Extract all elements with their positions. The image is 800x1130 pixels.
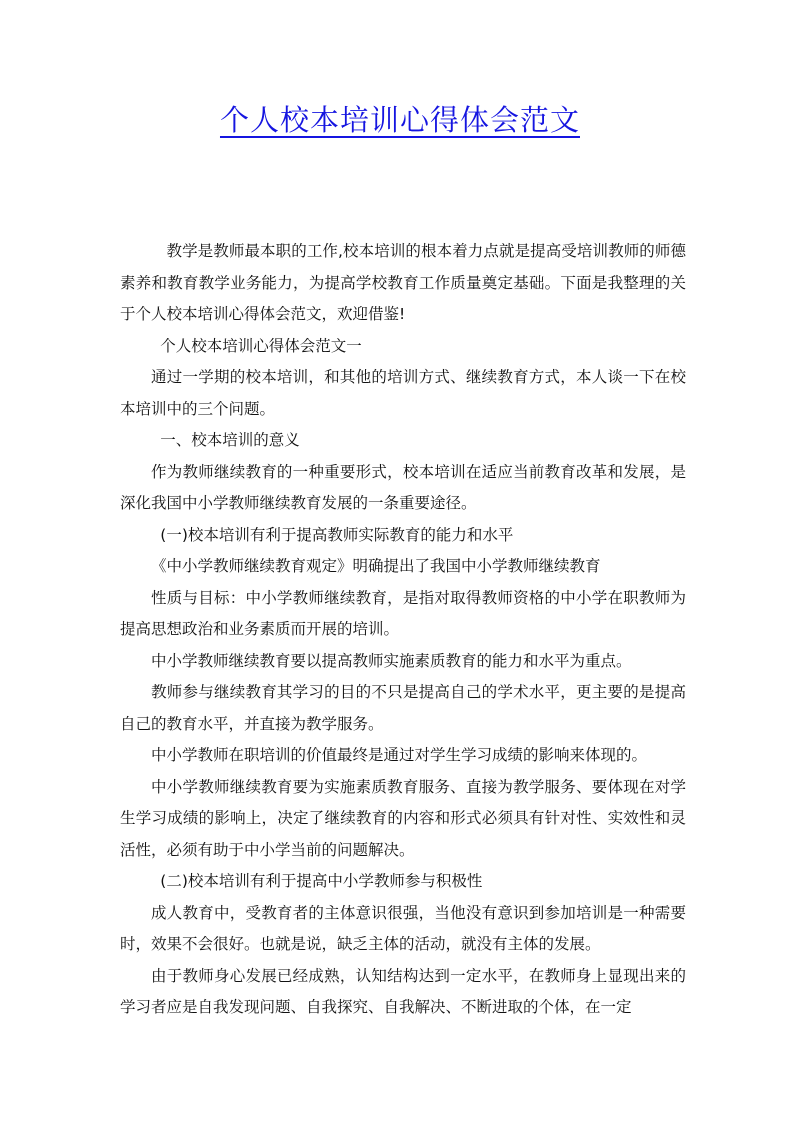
body-paragraph: 成人教育中，受教育者的主体意识很强，当他没有意识到参加培训是一种需要时，效果不会很好。也就是说，缺乏主体的活动，就没有主体的发展。 (120, 903, 686, 953)
body-paragraph: 由于教师身心发展已经成熟，认知结构达到一定水平，在教师身上显现出来的学习者应是自我发现问题、自我探究、自我解决、不断进取的个体，在一定 (120, 966, 686, 1016)
section-heading: 个人校本培训心得体会范文一 (160, 336, 362, 355)
body-paragraph: 教师参与继续教育其学习的目的不只是提高自己的学术水平，更主要的是提高自己的教育水平，并直接为教学服务。 (120, 683, 686, 733)
body-paragraph: 作为教师继续教育的一种重要形式，校本培训在适应当前教育改革和发展，是深化我国中小学教师继续教育发展的一条重要途径。 (120, 462, 686, 512)
body-paragraph: 中小学教师继续教育要以提高教师实施素质教育的能力和水平为重点。 (151, 651, 632, 670)
intro-paragraph: 教学是教师最本职的工作,校本培训的根本着力点就是提高受培训教师的师德素养和教育教学业务能力，为提高学校教育工作质量奠定基础。下面是我整理的关于个人校本培训心得体会范文，欢迎借鉴! (120, 242, 686, 323)
subsection-heading: (一)校本培训有利于提高教师实际教育的能力和水平 (160, 525, 514, 544)
subsection-heading: (二)校本培训有利于提高中小学教师参与积极性 (160, 872, 483, 890)
body-paragraph: 性质与目标：中小学教师继续教育，是指对取得教师资格的中小学在职教师为提高思想政治和业务素质而开展的培训。 (120, 588, 686, 638)
document-title[interactable] (0, 98, 800, 139)
body-paragraph: 《中小学教师继续教育观定》明确提出了我国中小学教师继续教育 (151, 557, 601, 575)
body-paragraph: 通过一学期的校本培训，和其他的培训方式、继续教育方式，本人谈一下在校本培训中的三个问题。 (120, 368, 686, 418)
body-paragraph: 中小学教师在职培训的价值最终是通过对学生学习成绩的影响来体现的。 (151, 746, 648, 764)
document-body (120, 236, 686, 1024)
body-paragraph: 中小学教师继续教育要为实施素质教育服务、直接为教学服务、要体现在对学生学习成绩的影响上，决定了继续教育的内容和形式必须具有针对性、实效性和灵活性，必须有助于中小学当前的问题解决。 (120, 777, 686, 859)
section-heading: 一、校本培训的意义 (160, 431, 300, 449)
document-title-link[interactable]: 个人校本培训心得体会范文 (219, 103, 580, 137)
